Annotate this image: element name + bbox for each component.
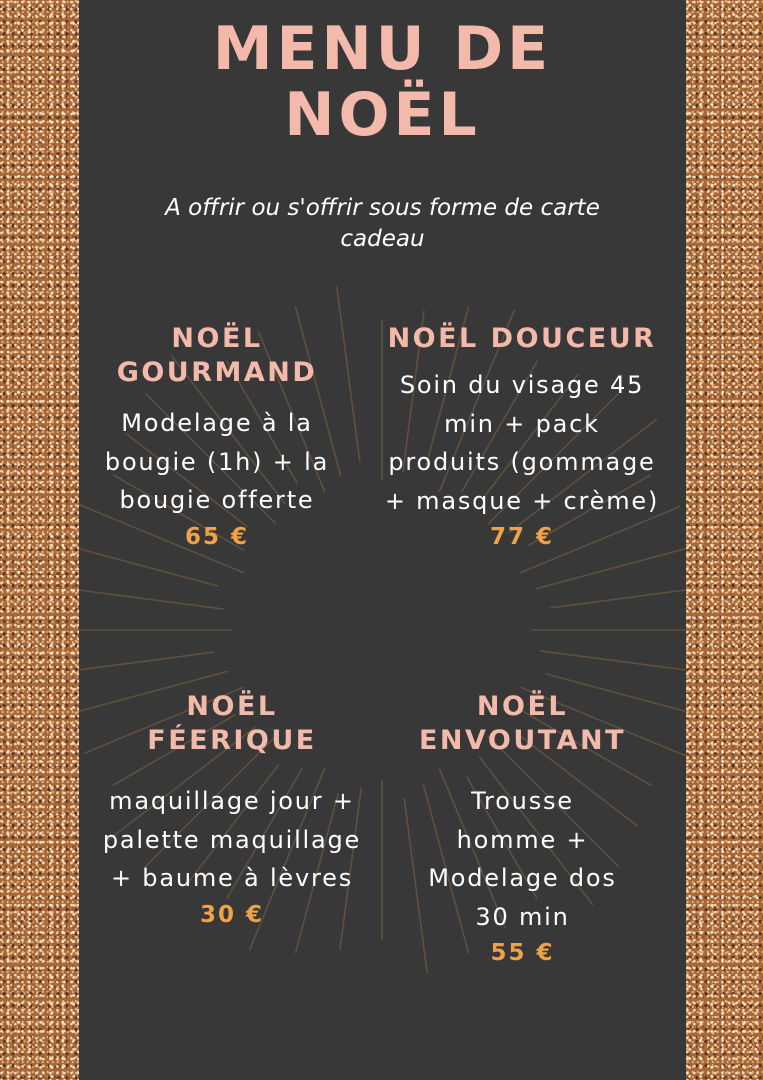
item-desc-line: Modelage dos [428, 864, 617, 892]
item-desc-line: Soin du visage 45 [399, 371, 645, 399]
item-desc-line: produits (gommage [388, 448, 656, 476]
item-description [79, 782, 385, 898]
item-name-line: NOËL [186, 691, 278, 722]
subtitle-line-2: cadeau [340, 226, 425, 252]
item-desc-line: + masque + crème) [384, 486, 660, 515]
item-desc-line: + baume à lèvres [110, 864, 354, 892]
item-price: 30 € [199, 901, 265, 928]
subtitle [119, 193, 646, 255]
item-name [367, 322, 677, 356]
item-description [391, 782, 654, 936]
sunburst-ray [541, 651, 686, 672]
item-name-line: GOURMAND [116, 357, 318, 388]
item-name [87, 322, 347, 390]
item-price: 77 € [489, 524, 555, 550]
item-desc-line: Modelage à la [121, 409, 313, 437]
item-desc-line: 30 min [475, 902, 570, 931]
item-desc-line: bougie offerte [119, 486, 315, 514]
item-name-line: ENVOUTANT [418, 725, 627, 756]
item-description [87, 404, 347, 520]
item-desc-line: maquillage jour + [109, 787, 355, 815]
menu-item-noel-feerique [79, 690, 385, 930]
title-line-1: MENU DE [212, 14, 553, 84]
item-name-line: NOËL [171, 323, 263, 354]
page-title [79, 16, 686, 148]
item-desc-line: bougie (1h) + la [104, 447, 330, 476]
sunburst-ray [79, 588, 223, 609]
sunburst-ray [79, 652, 214, 675]
sunburst-ray [551, 585, 687, 608]
item-name-line: NOËL DOUCEUR [387, 323, 657, 354]
menu-item-noel-gourmand [87, 322, 347, 552]
item-price: 65 € [184, 523, 250, 550]
item-desc-line: Trousse [471, 787, 574, 815]
subtitle-line-1: A offrir ou s'offrir sous forme de carte [165, 195, 600, 221]
item-desc-line: min + pack [444, 409, 600, 438]
title-line-2: NOËL [284, 80, 481, 150]
item-desc-line: homme + [456, 825, 589, 854]
item-name-line: NOËL [476, 691, 569, 722]
item-name [79, 690, 385, 758]
menu-panel [79, 0, 686, 1080]
item-desc-line: palette maquillage [102, 825, 362, 854]
item-name-line: FÉERIQUE [147, 725, 317, 756]
item-description [367, 366, 677, 520]
menu-item-noel-envoutant [391, 690, 654, 968]
menu-item-noel-douceur [367, 322, 677, 552]
item-price: 55 € [490, 940, 555, 966]
item-name [391, 690, 654, 758]
